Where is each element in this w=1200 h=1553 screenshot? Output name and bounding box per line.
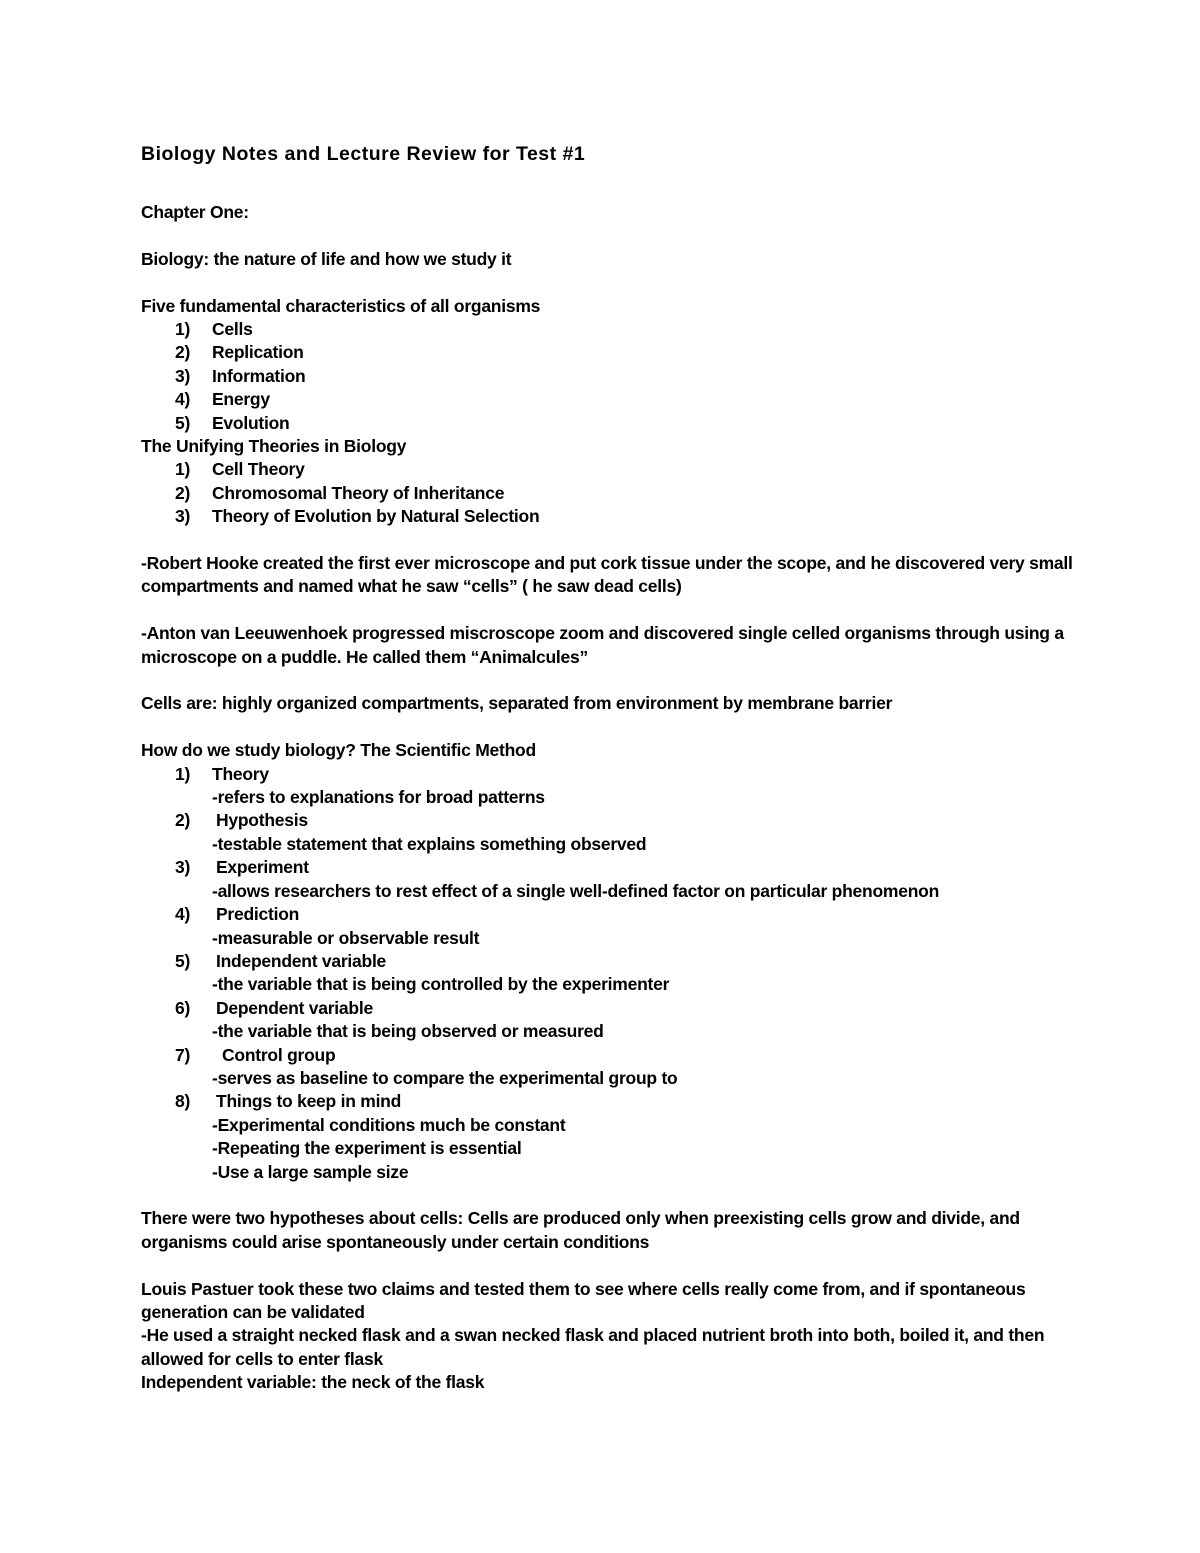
- list-sub-item: -serves as baseline to compare the experimental group to: [212, 1067, 678, 1088]
- list-number: 7): [175, 1044, 191, 1065]
- list-text: Control group: [222, 1044, 336, 1065]
- list-text: Evolution: [212, 412, 290, 433]
- list-item: [141, 388, 1081, 411]
- hooke-paragraph: -Robert Hooke created the first ever microscope and put cork tissue under the scope, and he discovered very small compartments and named what he saw “cells” ( he saw dead cells): [141, 553, 1073, 597]
- list-item: [141, 856, 1081, 879]
- list-text: Things to keep in mind: [216, 1091, 402, 1112]
- list-text: Theory: [212, 763, 269, 784]
- list-item: [141, 763, 1081, 786]
- list-item: [141, 505, 1081, 528]
- list-number: 3): [175, 857, 191, 878]
- list-item: [141, 1090, 1081, 1113]
- list-number: 5): [175, 412, 191, 433]
- characteristics-heading: Five fundamental characteristics of all organisms: [141, 295, 541, 316]
- list-item: [141, 482, 1081, 505]
- list-item: [141, 1044, 1081, 1067]
- list-item: [141, 365, 1081, 388]
- document-body: [141, 141, 1081, 1395]
- list-number: 1): [175, 459, 191, 480]
- list-text: Replication: [212, 342, 304, 363]
- list-text: Independent variable: [216, 950, 387, 971]
- list-text: Information: [212, 365, 306, 386]
- list-sub-item: -the variable that is being observed or measured: [212, 1021, 604, 1042]
- hypotheses-paragraph: There were two hypotheses about cells: Cells are produced only when preexisting cells grow and divide, and organisms could arise spontaneously under certain conditions: [141, 1208, 1020, 1252]
- list-item: [141, 950, 1081, 973]
- list-text: Cell Theory: [212, 459, 305, 480]
- list-sub-item: -testable statement that explains something observed: [212, 833, 647, 854]
- list-item: [141, 809, 1081, 832]
- list-sub-item: -Repeating the experiment is essential: [212, 1138, 522, 1159]
- list-text: Cells: [212, 319, 253, 339]
- list-sub-item: -allows researchers to rest effect of a single well-defined factor on particular phenomenon: [212, 880, 940, 901]
- document-title: Biology Notes and Lecture Review for Test #1: [141, 143, 586, 165]
- list-item: [141, 341, 1081, 364]
- list-item: [141, 458, 1081, 481]
- list-sub-item: -Use a large sample size: [212, 1161, 409, 1182]
- list-text: Energy: [212, 389, 270, 410]
- list-number: 3): [175, 506, 191, 527]
- list-number: 8): [175, 1091, 191, 1112]
- list-number: 3): [175, 365, 191, 386]
- list-text: Hypothesis: [216, 810, 308, 831]
- list-number: 5): [175, 950, 191, 971]
- characteristics-list: [141, 318, 1081, 435]
- list-text: Chromosomal Theory of Inheritance: [212, 482, 505, 503]
- list-number: 4): [175, 389, 191, 410]
- list-number: 2): [175, 342, 191, 363]
- list-item: [141, 997, 1081, 1020]
- list-item: [141, 412, 1081, 435]
- list-text: Prediction: [216, 904, 300, 925]
- list-item: [141, 903, 1081, 926]
- list-item: [141, 318, 1081, 341]
- list-number: 2): [175, 810, 191, 831]
- chapter-heading: Chapter One:: [141, 202, 249, 222]
- leeuwenhoek-paragraph: -Anton van Leeuwenhoek progressed miscroscope zoom and discovered single celled organisms through using a microscope on a puddle. He called them “Animalcules”: [141, 623, 1064, 667]
- pasteur-intro: Louis Pastuer took these two claims and tested them to see where cells really come from, and if spontaneous generation can be validated: [141, 1278, 1026, 1322]
- theories-heading: The Unifying Theories in Biology: [141, 436, 407, 457]
- list-sub-item: -the variable that is being controlled by the experimenter: [212, 974, 670, 995]
- method-heading: How do we study biology? The Scientific Method: [141, 740, 536, 761]
- list-number: 1): [175, 763, 191, 784]
- theories-list: [141, 458, 1081, 528]
- list-text: Dependent variable: [216, 997, 373, 1018]
- list-text: Experiment: [216, 857, 309, 878]
- list-sub-item: -measurable or observable result: [212, 927, 480, 948]
- list-text: Theory of Evolution by Natural Selection: [212, 506, 540, 527]
- pasteur-independent-variable: Independent variable: the neck of the flask: [141, 1372, 485, 1393]
- list-sub-item: -refers to explanations for broad patterns: [212, 787, 545, 808]
- list-number: 1): [175, 319, 191, 339]
- list-sub-item: -Experimental conditions much be constant: [212, 1114, 566, 1135]
- list-number: 6): [175, 997, 191, 1018]
- pasteur-method: -He used a straight necked flask and a swan necked flask and placed nutrient broth into both, boiled it, and then allowed for cells to enter flask: [141, 1325, 1045, 1369]
- chapter-subtitle: Biology: the nature of life and how we study it: [141, 248, 512, 269]
- list-number: 2): [175, 482, 191, 503]
- cells-definition: Cells are: highly organized compartments, separated from environment by membrane barrier: [141, 693, 893, 714]
- list-number: 4): [175, 904, 191, 925]
- method-list: [141, 763, 1081, 1184]
